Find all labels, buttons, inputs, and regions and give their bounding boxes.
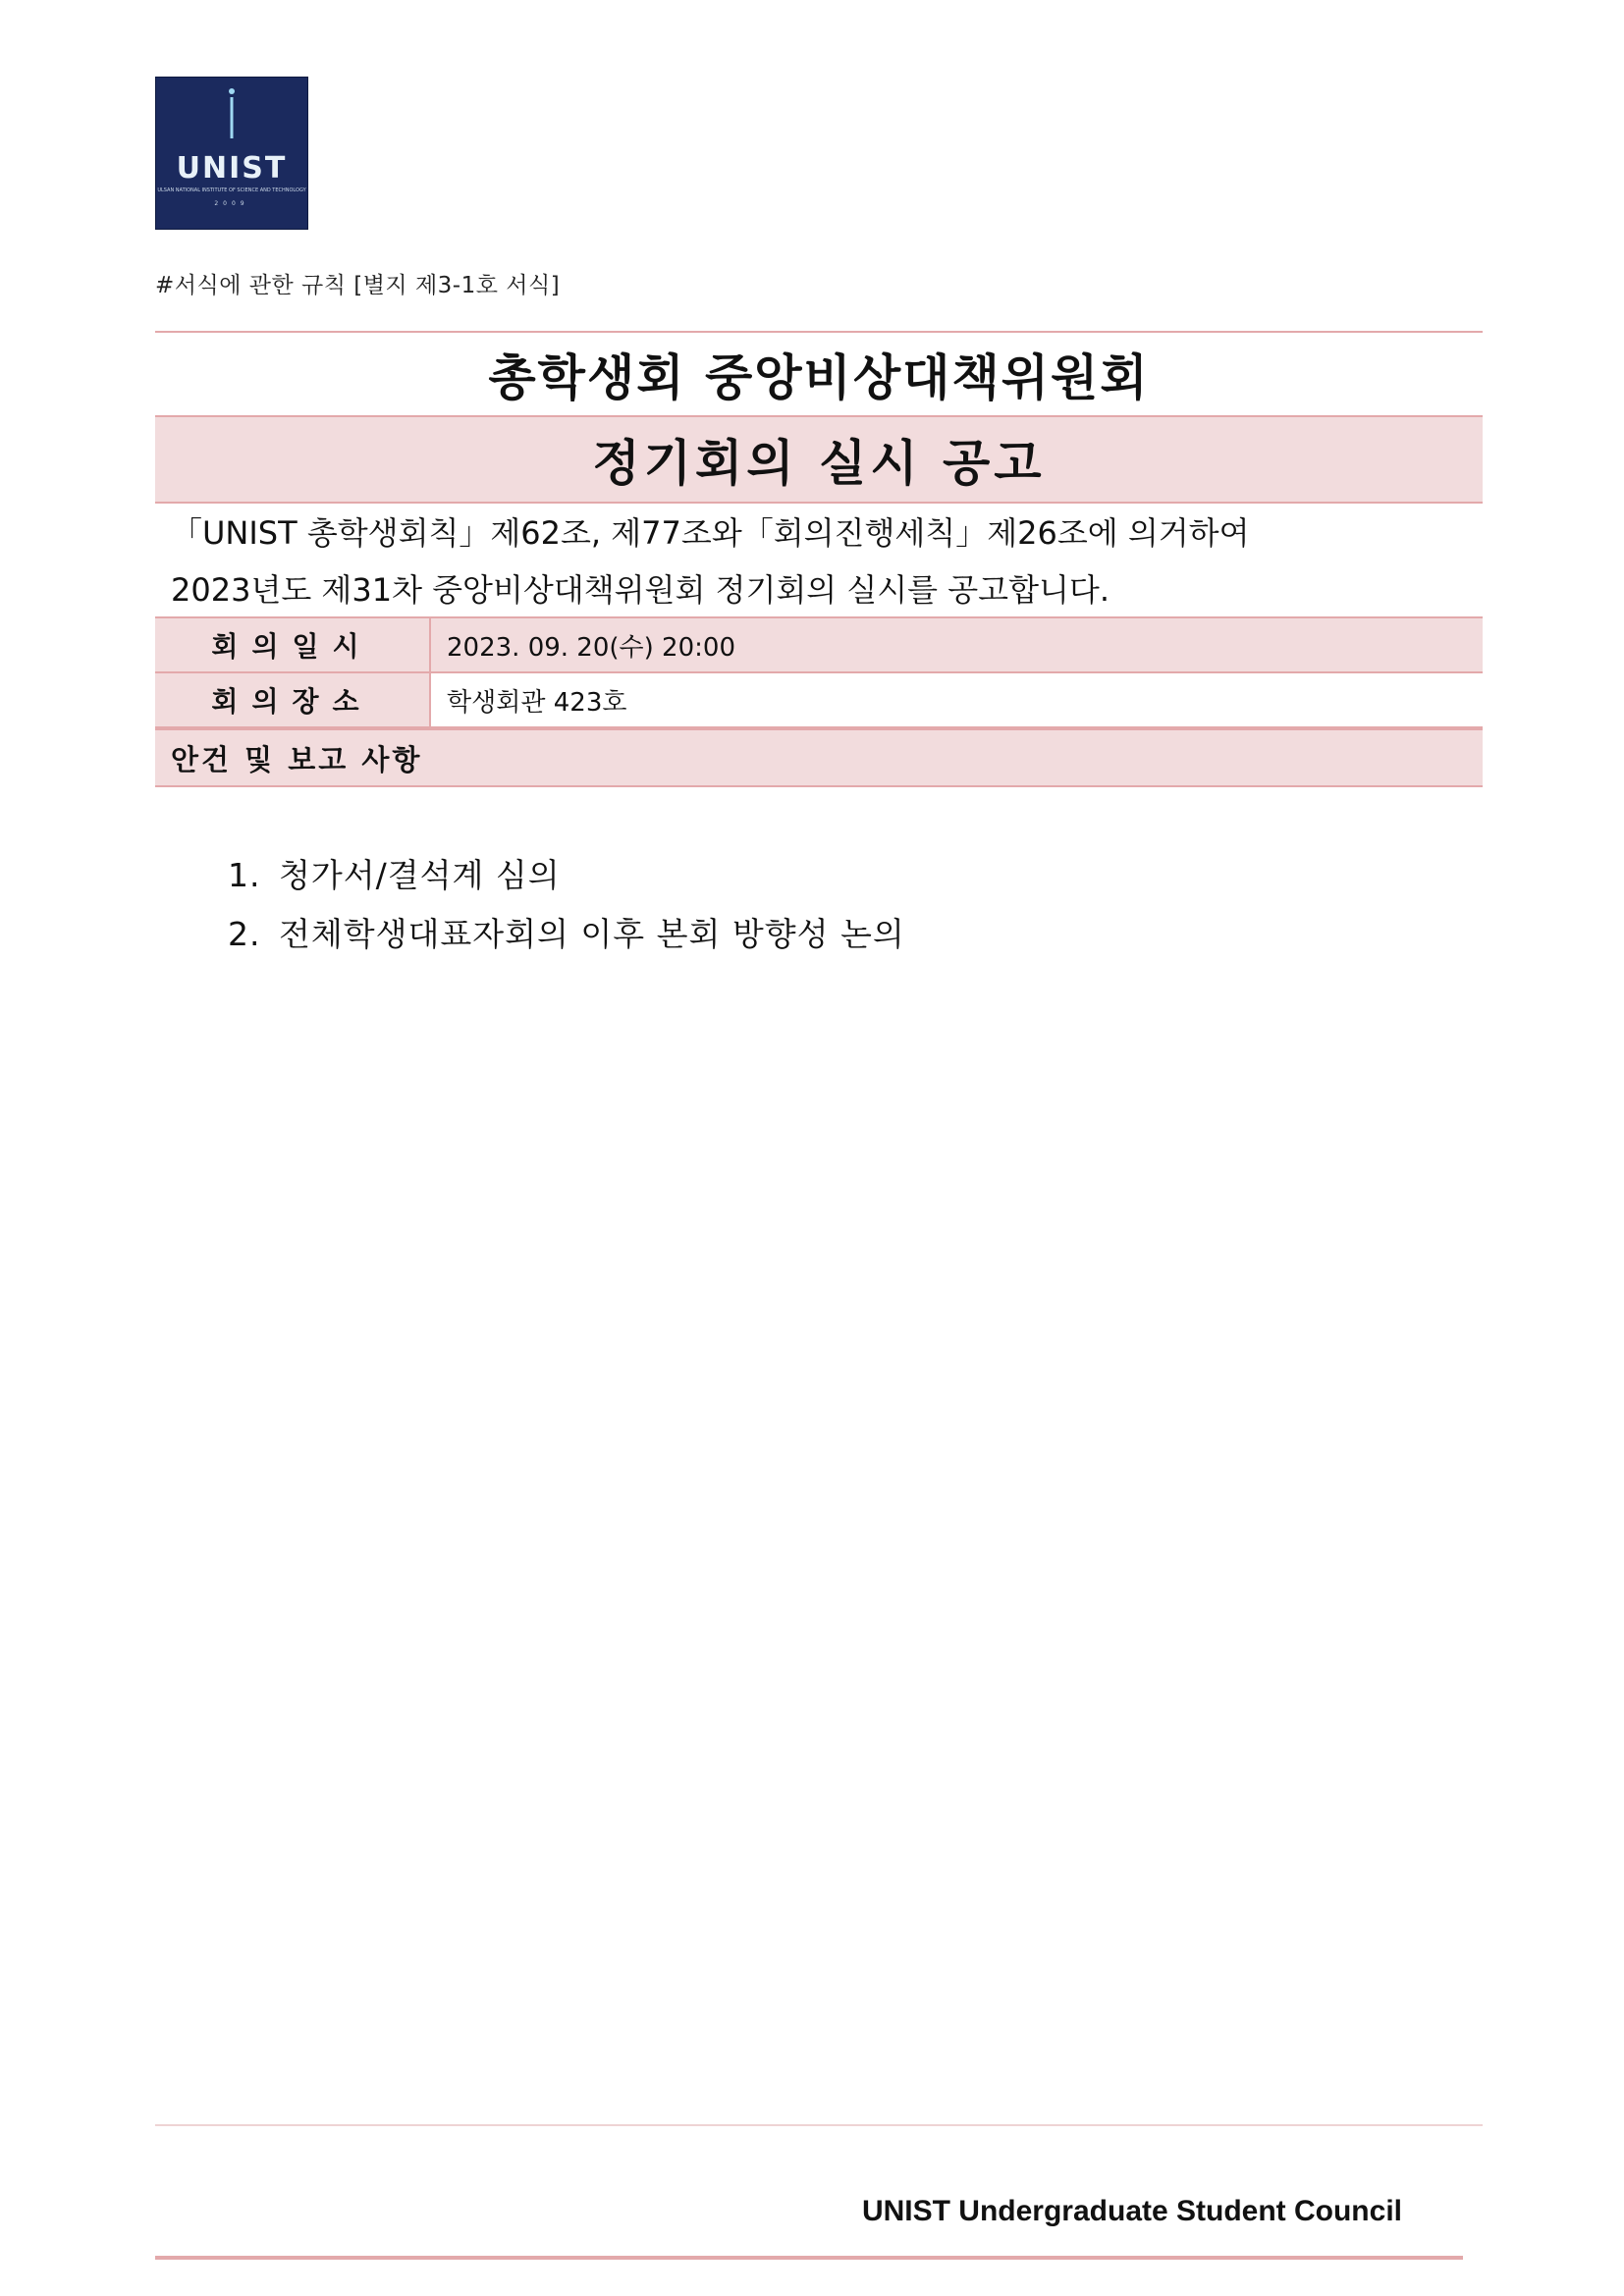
footer-divider-bottom [155, 2256, 1463, 2260]
agenda-item-text: 전체학생대표자회의 이후 본회 방향성 논의 [279, 915, 905, 953]
meeting-place-value: 학생회관 423호 [430, 672, 1483, 727]
agenda-item-number: 1. [228, 856, 261, 894]
list-item [228, 905, 905, 964]
agenda-item-text: 청가서/결석계 심의 [279, 856, 561, 894]
agenda-heading: 안건 및 보고 사항 [155, 728, 1483, 787]
list-item [228, 846, 905, 905]
logo-tagline: ULSAN NATIONAL INSTITUTE OF SCIENCE AND TECHNOLOGY [157, 187, 306, 193]
intro-paragraph [155, 505, 1498, 618]
intro-line-2: 2023년도 제31차 중앙비상대책위원회 정기회의 실시를 공고합니다. [171, 571, 1110, 609]
footer-divider-top [155, 2124, 1483, 2126]
meeting-info-table [155, 616, 1483, 728]
document-title: 총학생회 중앙비상대책위원회 [155, 331, 1483, 415]
meeting-datetime-row [155, 617, 1483, 672]
agenda-item-number: 2. [228, 915, 261, 953]
agenda-list [228, 846, 905, 964]
logo-wordmark: UNIST [176, 151, 288, 186]
unist-logo-icon [156, 78, 307, 229]
footer-organization: UNIST Undergraduate Student Council [861, 2195, 1402, 2227]
meeting-datetime-value: 2023. 09. 20(수) 20:00 [430, 617, 1483, 672]
meeting-place-label: 회의장소 [155, 672, 430, 727]
logo-year: 2009 [214, 200, 249, 207]
meeting-place-row [155, 672, 1483, 727]
meeting-datetime-label: 회의일시 [155, 617, 430, 672]
form-reference: #서식에 관한 규칙 [별지 제3-1호 서식] [155, 273, 561, 298]
unist-logo [155, 77, 308, 230]
document-subtitle: 정기회의 실시 공고 [155, 415, 1483, 504]
intro-line-1: 「UNIST 총학생회칙」제62조, 제77조와「회의진행세칙」제26조에 의거하여 [171, 514, 1250, 552]
